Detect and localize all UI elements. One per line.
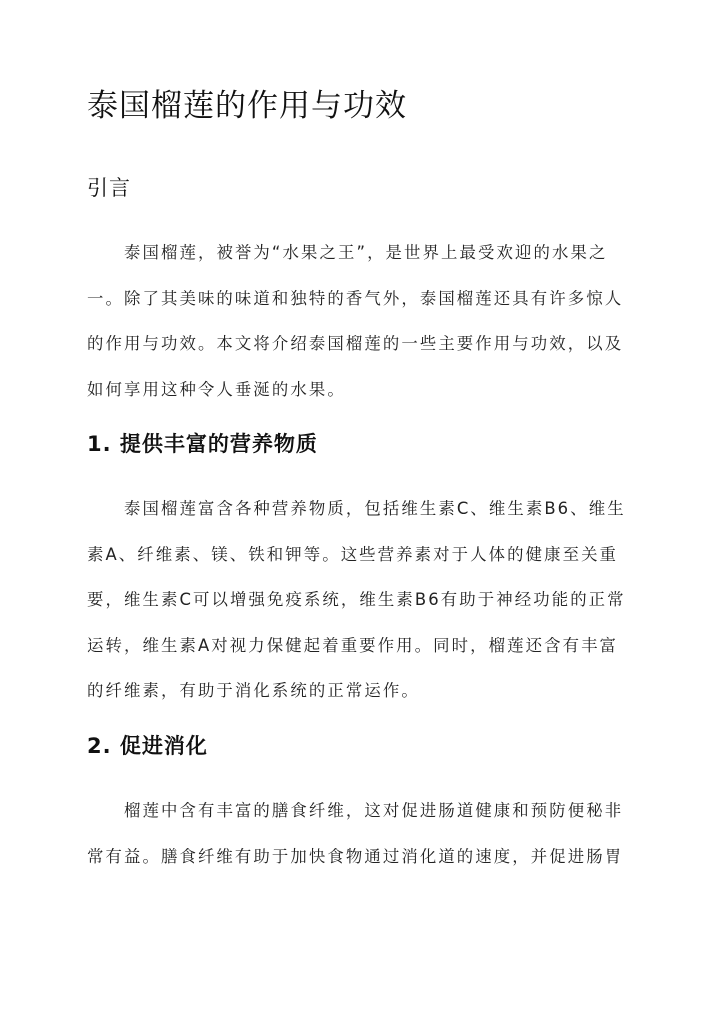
section-heading-nutrition: 1. 提供丰富的营养物质 [87,432,318,456]
section-paragraph-introduction: 泰国榴莲，被誉为“水果之王”，是世界上最受欢迎的水果之一。除了其美味的味道和独特的香气外，泰国榴莲还具有许多惊人的作用与功效。本文将介绍泰国榴莲的一些主要作用与功效，以及如何享用这种令人垂涎的水果。 [87,243,624,399]
section-paragraph-digestion: 榴莲中含有丰富的膳食纤维，这对促进肠道健康和预防便秘非常有益。膳食纤维有助于加快食物通过消化道的速度，并促进肠胃 [87,801,624,866]
section-heading-digestion: 2. 促进消化 [87,734,208,758]
section-paragraph-nutrition: 泰国榴莲富含各种营养物质，包括维生素C、维生素B6、维生素A、纤维素、镁、铁和钾等。这些营养素对于人体的健康至关重要，维生素C可以增强免疫系统，维生素B6有助于神经功能的正常运转，维生素A对视力保健起着重要作用。同时，榴莲还含有丰富的纤维素，有助于消化系统的正常运作。 [87,499,626,700]
section-heading-introduction: 引言 [87,176,131,200]
page-title: 泰国榴莲的作用与功效 [87,88,407,124]
